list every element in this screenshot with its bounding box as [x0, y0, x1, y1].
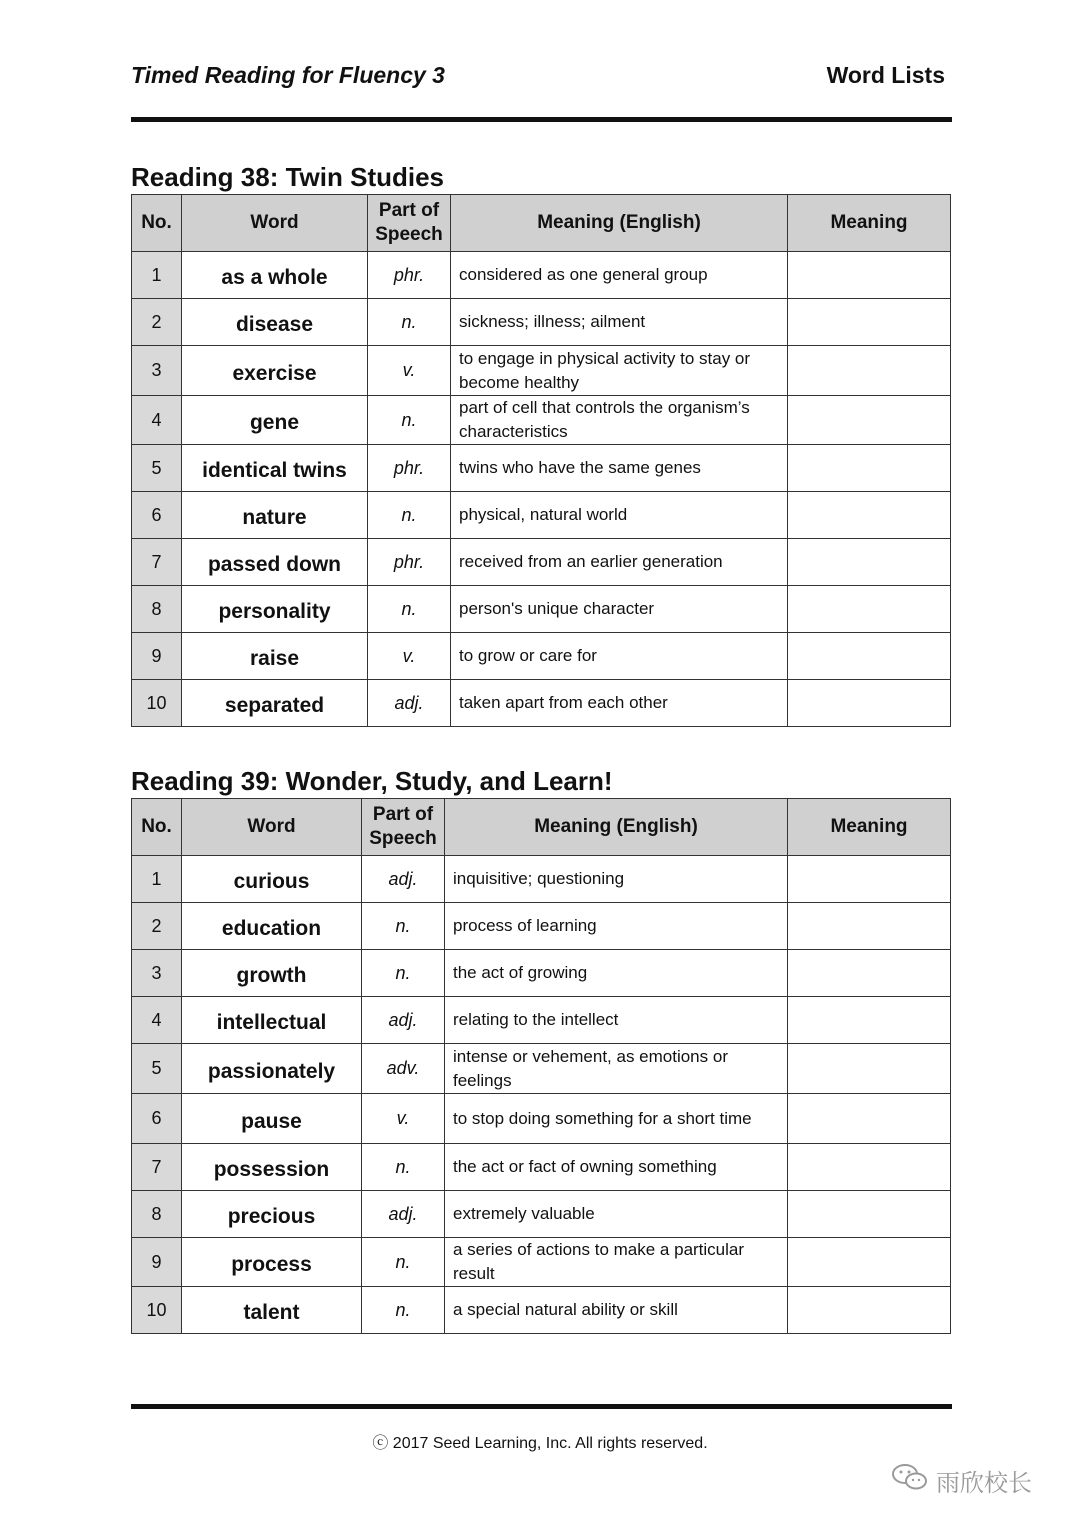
row-number: 4 [132, 997, 182, 1044]
reading-39-table [131, 798, 951, 1334]
bottom-rule [131, 1404, 952, 1409]
table-row [132, 1287, 951, 1334]
meaning-english-cell: sickness; illness; ailment [451, 299, 788, 346]
word-cell: gene [182, 396, 368, 445]
col-meaning-en-header: Meaning (English) [451, 195, 788, 252]
word-cell: pause [182, 1094, 362, 1144]
meaning-english-cell: extremely valuable [445, 1191, 788, 1238]
row-number: 9 [132, 1238, 182, 1287]
col-pos-header [368, 195, 451, 252]
word-cell: intellectual [182, 997, 362, 1044]
table-row [132, 1044, 951, 1094]
meaning-cell [788, 1144, 951, 1191]
meaning-english-cell: person's unique character [451, 586, 788, 633]
row-number: 5 [132, 445, 182, 492]
part-of-speech-cell: v. [368, 346, 451, 396]
meaning-cell [788, 997, 951, 1044]
word-cell: curious [182, 856, 362, 903]
meaning-cell [788, 1287, 951, 1334]
col-no-header: No. [132, 195, 182, 252]
part-of-speech-cell: adv. [362, 1044, 445, 1094]
meaning-cell [788, 1094, 951, 1144]
table-row [132, 950, 951, 997]
row-number: 2 [132, 299, 182, 346]
part-of-speech-cell: phr. [368, 539, 451, 586]
meaning-cell [788, 492, 951, 539]
meaning-cell [788, 1238, 951, 1287]
meaning-english-cell: the act of growing [445, 950, 788, 997]
table-row [132, 997, 951, 1044]
book-title: Timed Reading for Fluency 3 [131, 62, 445, 88]
word-cell: identical twins [182, 445, 368, 492]
part-of-speech-cell: n. [368, 492, 451, 539]
part-of-speech-cell: n. [362, 1144, 445, 1191]
table-row [132, 299, 951, 346]
word-cell: disease [182, 299, 368, 346]
meaning-english-cell: twins who have the same genes [451, 445, 788, 492]
col-word-header: Word [182, 195, 368, 252]
row-number: 8 [132, 1191, 182, 1238]
meaning-cell [788, 856, 951, 903]
meaning-english-cell: taken apart from each other [451, 680, 788, 727]
table-row [132, 396, 951, 445]
col-meaning-header: Meaning [788, 195, 951, 252]
part-of-speech-cell: n. [368, 299, 451, 346]
part-of-speech-cell: n. [362, 1238, 445, 1287]
meaning-english-cell: a special natural ability or skill [445, 1287, 788, 1334]
table-row [132, 252, 951, 299]
word-cell: exercise [182, 346, 368, 396]
part-of-speech-cell: adj. [362, 997, 445, 1044]
row-number: 10 [132, 680, 182, 727]
reading-39-title: Reading 39: Wonder, Study, and Learn! [131, 766, 613, 796]
table-row [132, 1094, 951, 1144]
col-word-header: Word [182, 799, 362, 856]
meaning-english-cell: inquisitive; questioning [445, 856, 788, 903]
row-number: 7 [132, 1144, 182, 1191]
row-number: 8 [132, 586, 182, 633]
meaning-english-cell: to stop doing something for a short time [445, 1094, 788, 1144]
meaning-english-cell: a series of actions to make a particular result [445, 1238, 788, 1287]
meaning-cell [788, 680, 951, 727]
row-number: 4 [132, 396, 182, 445]
word-cell: separated [182, 680, 368, 727]
meaning-cell [788, 299, 951, 346]
part-of-speech-cell: n. [362, 950, 445, 997]
row-number: 6 [132, 492, 182, 539]
part-of-speech-cell: phr. [368, 445, 451, 492]
reading-38-table [131, 194, 951, 727]
table-row [132, 903, 951, 950]
copyright-notice: ⓒ 2017 Seed Learning, Inc. All rights reserved. [372, 1435, 708, 1452]
part-of-speech-cell: adj. [368, 680, 451, 727]
table-row [132, 1238, 951, 1287]
meaning-cell [788, 445, 951, 492]
meaning-english-cell: the act or fact of owning something [445, 1144, 788, 1191]
col-meaning-header: Meaning [788, 799, 951, 856]
table-row [132, 1191, 951, 1238]
word-cell: nature [182, 492, 368, 539]
word-cell: precious [182, 1191, 362, 1238]
word-cell: education [182, 903, 362, 950]
part-of-speech-cell: n. [362, 1287, 445, 1334]
word-cell: talent [182, 1287, 362, 1334]
part-of-speech-cell: adj. [362, 856, 445, 903]
meaning-english-cell: to engage in physical activity to stay or become healthy [451, 346, 788, 396]
word-cell: growth [182, 950, 362, 997]
meaning-cell [788, 252, 951, 299]
meaning-english-cell: process of learning [445, 903, 788, 950]
part-of-speech-cell: v. [368, 633, 451, 680]
table-row [132, 539, 951, 586]
reading-38-title: Reading 38: Twin Studies [131, 162, 445, 192]
meaning-english-cell: received from an earlier generation [451, 539, 788, 586]
wechat-icon [890, 1462, 930, 1499]
part-of-speech-cell: n. [368, 396, 451, 445]
word-cell: personality [182, 586, 368, 633]
table-row [132, 1144, 951, 1191]
row-number: 1 [132, 252, 182, 299]
table-row [132, 856, 951, 903]
word-cell: possession [182, 1144, 362, 1191]
table-header-row [132, 799, 951, 856]
meaning-cell [788, 1191, 951, 1238]
meaning-english-cell: to grow or care for [451, 633, 788, 680]
section-label: Word Lists [826, 62, 945, 88]
meaning-english-cell: physical, natural world [451, 492, 788, 539]
row-number: 9 [132, 633, 182, 680]
table-header-row [132, 195, 951, 252]
meaning-cell [788, 633, 951, 680]
col-pos-header-line1: Part of [372, 804, 434, 825]
part-of-speech-cell: phr. [368, 252, 451, 299]
part-of-speech-cell: n. [362, 903, 445, 950]
word-cell: raise [182, 633, 368, 680]
col-pos-header-line2: Speech [369, 828, 437, 849]
word-cell: passed down [182, 539, 368, 586]
top-rule [131, 117, 952, 122]
row-number: 10 [132, 1287, 182, 1334]
meaning-cell [788, 950, 951, 997]
word-cell: as a whole [182, 252, 368, 299]
row-number: 1 [132, 856, 182, 903]
row-number: 7 [132, 539, 182, 586]
meaning-cell [788, 539, 951, 586]
col-pos-header [362, 799, 445, 856]
table-row [132, 633, 951, 680]
row-number: 6 [132, 1094, 182, 1144]
col-pos-header-line1: Part of [378, 200, 440, 221]
row-number: 2 [132, 903, 182, 950]
col-meaning-en-header: Meaning (English) [445, 799, 788, 856]
meaning-english-cell: part of cell that controls the organism’s characteristics [451, 396, 788, 445]
table-row [132, 680, 951, 727]
table-row [132, 445, 951, 492]
meaning-cell [788, 586, 951, 633]
word-cell: process [182, 1238, 362, 1287]
part-of-speech-cell: v. [362, 1094, 445, 1144]
meaning-english-cell: intense or vehement, as emotions or feelings [445, 1044, 788, 1094]
meaning-cell [788, 903, 951, 950]
table-row [132, 586, 951, 633]
meaning-cell [788, 346, 951, 396]
watermark [890, 1462, 1032, 1499]
part-of-speech-cell: adj. [362, 1191, 445, 1238]
row-number: 3 [132, 950, 182, 997]
meaning-cell [788, 1044, 951, 1094]
watermark-text: 雨欣校长 [936, 1470, 1032, 1497]
col-no-header: No. [132, 799, 182, 856]
word-cell: passionately [182, 1044, 362, 1094]
col-pos-header-line2: Speech [375, 224, 443, 245]
part-of-speech-cell: n. [368, 586, 451, 633]
row-number: 3 [132, 346, 182, 396]
table-row [132, 492, 951, 539]
meaning-cell [788, 396, 951, 445]
meaning-english-cell: relating to the intellect [445, 997, 788, 1044]
meaning-english-cell: considered as one general group [451, 252, 788, 299]
table-row [132, 346, 951, 396]
row-number: 5 [132, 1044, 182, 1094]
